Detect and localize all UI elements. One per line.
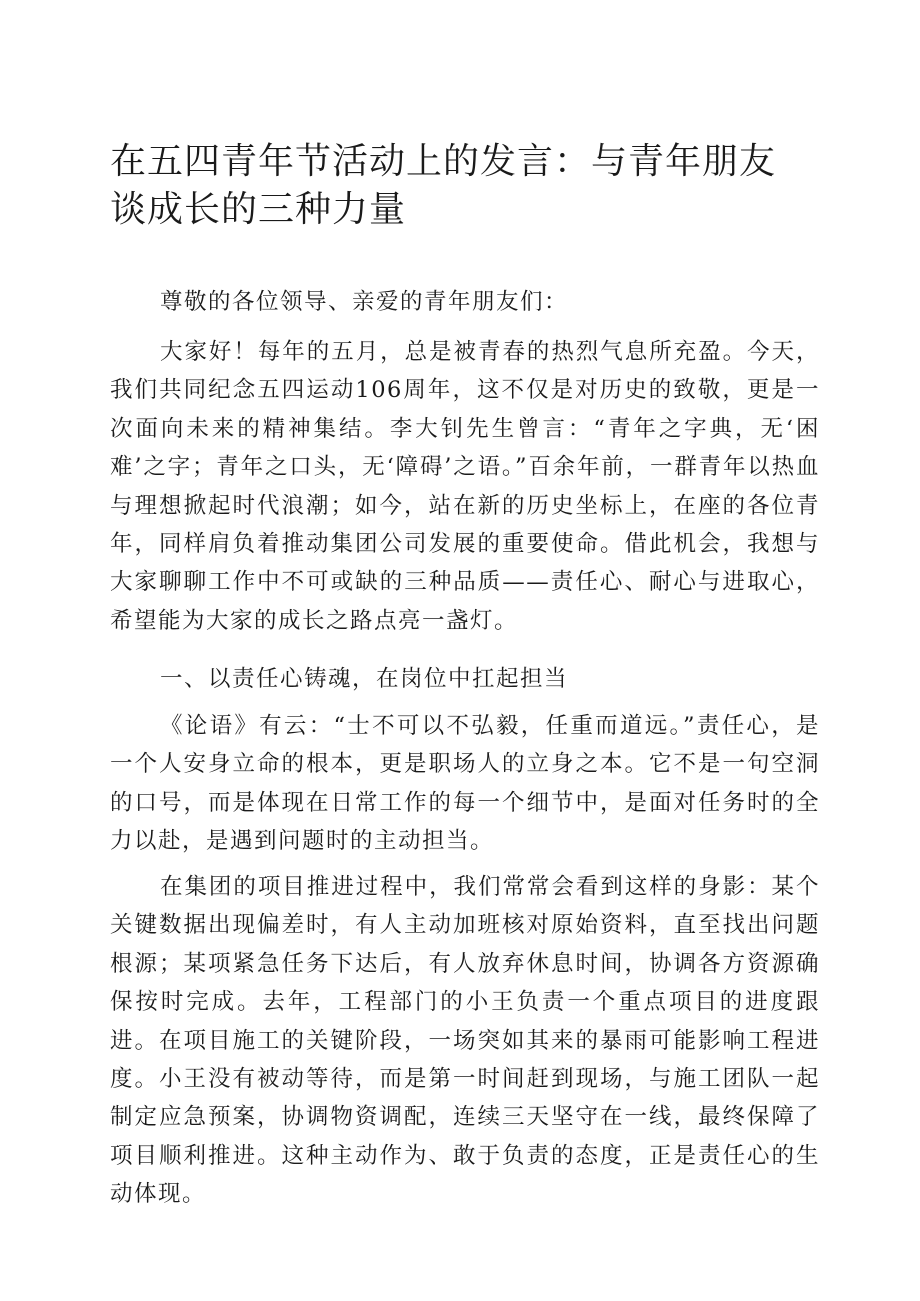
greeting: 尊敬的各位领导、亲爱的青年朋友们： <box>160 289 569 315</box>
paragraph-responsibility-intro: 《论语》有云：“士不可以不弘毅，任重而道远。”责任心，是一个人安身立命的根本，更是职场人的立身之本。它不是一句空洞的口号，而是体现在日常工作的每一个细节中，是面对任务时的全力以赴，是遇到问题时的主动担当。 <box>110 713 820 855</box>
document-title: 在五四青年节活动上的发言：与青年朋友谈成长的三种力量 <box>110 141 777 230</box>
paragraph-responsibility-example: 在集团的项目推进过程中，我们常常会看到这样的身影：某个关键数据出现偏差时，有人主动加班核对原始资料，直至找出问题根源；某项紧急任务下达后，有人放弃休息时间，协调各方资源确保按时完成。去年，工程部门的小王负责一个重点项目的进度跟进。在项目施工的关键阶段，一场突如其来的暴雨可能影响工程进度。小王没有被动等待，而是第一时间赶到现场，与施工团队一起制定应急预案，协调物资调配，连续三天坚守在一线，最终保障了项目顺利推进。这种主动作为、敢于负责的态度，正是责任心的生动体现。 <box>110 874 820 1208</box>
section-heading-responsibility: 一、以责任心铸魂，在岗位中扛起担当 <box>160 666 569 692</box>
paragraph-opening: 大家好！每年的五月，总是被青春的热烈气息所充盈。今天，我们共同纪念五四运动106周年，这不仅是对历史的致敬，更是一次面向未来的精神集结。李大钊先生曾言：“青年之字典，无‘困难’之字；青年之口头，无‘障碍’之语。”百余年前，一群青年以热血与理想掀起时代浪潮；如今，站在新的历史坐标上，在座的各位青年，同样肩负着推动集团公司发展的重要使命。借此机会，我想与大家聊聊工作中不可或缺的三种品质——责任心、耐心与进取心，希望能为大家的成长之路点亮一盏灯。 <box>110 339 820 634</box>
